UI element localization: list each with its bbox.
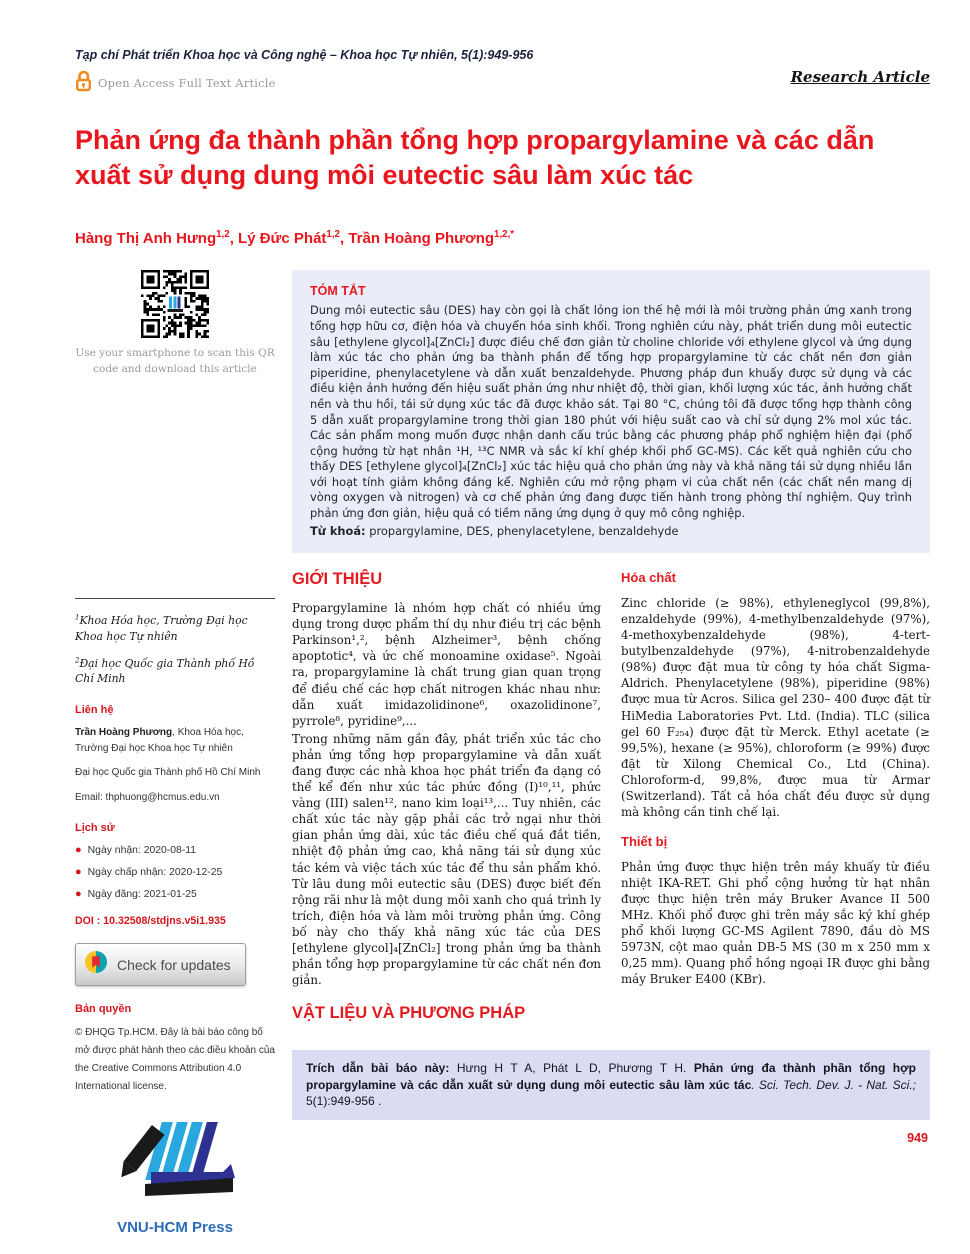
- materials-heading: VẬT LIỆU VÀ PHƯƠNG PHÁP: [292, 1004, 526, 1023]
- column-left: [292, 568, 601, 1034]
- author-line: [75, 230, 930, 248]
- open-access-lock-icon: [75, 70, 92, 97]
- citation-box: [292, 1050, 930, 1120]
- press-name: VNU-HCM Press: [117, 1219, 233, 1237]
- contact-line-1: Trần Hoàng Phương, Khoa Hóa học, Trường Đại học Khoa học Tự nhiên: [75, 727, 244, 754]
- main-grid: [75, 270, 930, 1237]
- crossmark-icon: [84, 950, 108, 979]
- author: Lý Đức Phát$^{1,2}$,: [238, 229, 349, 248]
- copyright-heading: Bản quyền: [75, 1003, 132, 1016]
- copyright-text: © ĐHQG Tp.HCM. Đây là bài báo công bố mở được phát hành theo các điều khoản của the Creative Commons Attribution 4.0 International license.: [75, 1027, 275, 1093]
- check-for-updates-button[interactable]: [75, 943, 246, 986]
- history-item: ● Ngày đăng: 2021-01-25: [75, 887, 275, 903]
- sidebar-divider: [75, 598, 275, 599]
- column-right: [621, 568, 930, 1034]
- article-body: [292, 568, 930, 1237]
- history-heading: Lịch sử: [75, 822, 115, 835]
- keywords: propargylamine, DES, phenylacetylene, benzaldehyde: [365, 523, 679, 538]
- keywords-line: [310, 524, 912, 540]
- bullet-icon: ●: [75, 887, 82, 900]
- citation-title: Phản ứng đa thành phần tổng hợp propargylamine và các dẫn xuất sử dụng dung môi eutectic sâu làm xúc tác: [306, 1061, 916, 1092]
- author: Hàng Thị Anh Hưng$^{1,2}$,: [75, 229, 239, 248]
- sidebar: [75, 568, 275, 1237]
- open-access-label: Open Access Full Text Article: [98, 75, 276, 90]
- citation-authors: Hưng H T A, Phát L D, Phương T H.: [449, 1061, 694, 1076]
- intro-paragraph-2: Trong những năm gần đây, phát triển xúc tác cho phản ứng tổng hợp propargylamine và dẫn xuất đang được các nhà khoa học phát triển đa dạng có thể kể đến như xúc tác phức đồng (I)¹⁰,¹¹, phức vàng (III) salen¹², nano kim loại¹³,... Tuy nhiên, các chất xúc tác này gặp phải các trở ngại như thời gian phản ứng dài, xúc tác điều chế quá đắt tiền, nhiệt độ phản ứng cao, khả năng tái sử dụng xúc tác kém và việc tách xúc tác để thu sản phẩm khó. Từ lâu dung môi eutectic sâu (DES) được biết đến rộng rãi như là một dung môi xanh cho quá trình ly trích, điện hóa và làm môi trường phản ứng. Công bố này cho thấy khả năng xúc tác của DES [ethylene glycol]₄[ZnCl₂] trong phản ứng ba thành phần tổng hợp propargylamine từ các chất nền đơn giản.: [292, 731, 601, 988]
- article-type-label: Research Article: [790, 68, 930, 86]
- page-number: 949: [907, 1130, 928, 1145]
- vnu-hcm-press-logo-icon: [105, 1202, 245, 1213]
- citation-pages: 5(1):949-956 .: [306, 1094, 382, 1109]
- abstract-heading: TÓM TẮT: [310, 284, 366, 299]
- history-list: [75, 843, 275, 902]
- history-item: ● Ngày chấp nhận: 2020-12-25: [75, 865, 275, 881]
- header-left: [75, 48, 533, 97]
- equipment-heading: Thiết bị: [621, 834, 668, 850]
- press-logo-block: [75, 1118, 275, 1237]
- contact-heading: Liên hệ: [75, 703, 114, 716]
- page-header: [75, 48, 930, 97]
- contact-line-2: Đại học Quốc gia Thành phố Hồ Chí Minh: [75, 767, 261, 779]
- contact-email[interactable]: Email: thphuong@hcmus.edu.vn: [75, 791, 220, 803]
- journal-line: Tạp chí Phát triển Khoa học và Công nghệ – Khoa học Tự nhiên, 5(1):949-956: [75, 48, 534, 62]
- open-access-row: [75, 70, 533, 97]
- author: Trần Hoàng Phương$^{1,2,*}$: [348, 229, 515, 248]
- intro-paragraph-1: Propargylamine là nhóm hợp chất có nhiều ứng dụng trong dược phẩm thí dụ như điều trị các bệnh Parkinson¹,², bệnh Alzheimer³, bệnh chống apoptotic⁴, và ức chế monoamine oxidase⁵. Ngoài ra, propargylamine là chất trung gian quan trọng để điều chế các hợp chất nitrogen khác nhau như: dẫn xuất imidazolidinone⁶, oxazolidinone⁷, pyrrole⁸, pyridine⁹,...: [292, 601, 601, 728]
- doi-link[interactable]: DOI : 10.32508/stdjns.v5i1.935: [75, 915, 226, 928]
- history-item: ● Ngày nhận: 2020-08-11: [75, 843, 275, 859]
- article-title: Phản ứng đa thành phần tổng hợp propargylamine và các dẫn xuất sử dụng dung môi eutectic sâu làm xúc tác: [75, 125, 875, 190]
- check-for-updates-label: Check for updates: [117, 956, 231, 973]
- qr-block: [75, 270, 275, 553]
- affiliation-1: $^1$Khoa Hóa học, Trường Đại học Khoa học Tự nhiên: [75, 612, 248, 643]
- bullet-icon: ●: [75, 866, 82, 879]
- chemicals-heading: Hóa chất: [621, 570, 676, 586]
- citation-label: Trích dẫn bài báo này:: [306, 1061, 450, 1076]
- text-columns: [292, 568, 930, 1034]
- chemicals-body: Zinc chloride (≥ 98%), ethyleneglycol (99,8%), enzaldehyde (99%), 4-methylbenzaldehyde (97%), 4-methoxybenzaldehyde (98%), 4-tert-butylbenzaldehyde (97%), 4-nitrobenzaldehyde (98%) được đặt mua từ công ty hóa chất Sigma-Aldrich. Phenylacetylene (98%), piperidine (98%) được mua từ Acros. Silica gel 230– 400 được đặt từ HiMedia Laboratories Pvt. Ltd. (India). TLC (silica gel 60 F₂₅₄) được đặt từ Merck. Ethyl acetate (≥ 99,5%), hexane (≥ 95%), chloroform (≥ 99%) được đặt từ Xilong Chemical Co., Ltd (China). Chloroform-d, 99,8%, được mua từ Armar (Switzerland). Tất cả hóa chất đều được sử dụng mà không cần tinh chế lại.: [621, 595, 930, 820]
- bullet-icon: ●: [75, 844, 82, 857]
- qr-caption: Use your smartphone to scan this QR code and download this article: [75, 347, 275, 375]
- citation-journal: . Sci. Tech. Dev. J. - Nat. Sci.;: [751, 1077, 916, 1092]
- keywords-label: Từ khoá:: [310, 523, 366, 538]
- equipment-body: Phản ứng được thực hiện trên máy khuấy từ điều nhiệt IKA-RET. Ghi phổ cộng hưởng từ hạt nhân được thực hiện trên máy Bruker Avance II 500 MHz. Khối phổ được ghi trên máy sắc ký khí ghép phổ khối lượng GC-MS Agilent 7890, đầu dò MS 5973N, cột mao quản DB-5 MS (30 m x 250 mm x 0,25 mm). Quang phổ hồng ngoại IR được ghi bằng máy Bruker E400 (KBr).: [621, 859, 930, 987]
- intro-heading: GIỚI THIỆU: [292, 570, 383, 589]
- abstract-body: Dung môi eutectic sâu (DES) hay còn gọi là chất lỏng ion thế hệ mới là môi trường phản ứng xanh trong tổng hợp hữu cơ, điện hóa và chuyển hóa sinh khối. Trong nghiên cứu này, phát triển dung môi eutectic sâu [ethylene glycol]₄[ZnCl₂] được điều chế đơn giản từ choline chloride với ethylene glycol và ứng dụng làm xúc tác cho phản ứng ba thành phần để tổng hợp propargylamine từ các chất nền đơn giản piperidine, phenylacetylene và dẫn xuất benzaldehyde. Phương pháp đun khuấy được sử dụng và các điều kiện ảnh hưởng đến hiệu suất phản ứng như nhiệt độ, thời gian, khối lượng xúc tác, ảnh hưởng chất nền và thu hồi, tái sử dụng xúc tác đã được khảo sát. Tại 80 °C, chúng tôi đã được tổng hợp thành công 5 dẫn xuất propargylamine trong thời gian 180 phút với hiệu suất cao và chỉ sử dụng 2% mol xúc tác. Các sản phẩm mong muốn được nhận danh cấu trúc bằng các phương pháp phổ nghiệm hiện đại (phổ cộng hưởng từ hạt nhân ¹H, ¹³C NMR và sắc kí khí ghép khối phổ GC-MS). Các kết quả nghiên cứu cho thấy DES [ethylene glycol]₄[ZnCl₂] xúc tác hiệu quả cho phản ứng này và khả năng tái sử dụng nhiều lần với hoạt tính giảm không đáng kể. Nghiên cứu mở rộng phạm vi của chất nền (các chất nền mang dị vòng oxygen và nitrogen) và cơ chế phản ứng đang được tiến hành trong phòng thí nghiệm. Quy trình phản ứng đơn giản, hiệu quả có tiềm năng ứng dụng ở quy mô công nghiệp.: [310, 303, 912, 521]
- affiliation-2: $^2$Đại học Quốc gia Thành phố Hồ Chí Minh: [75, 654, 255, 686]
- abstract-box: [292, 270, 930, 553]
- qr-code: [141, 270, 209, 338]
